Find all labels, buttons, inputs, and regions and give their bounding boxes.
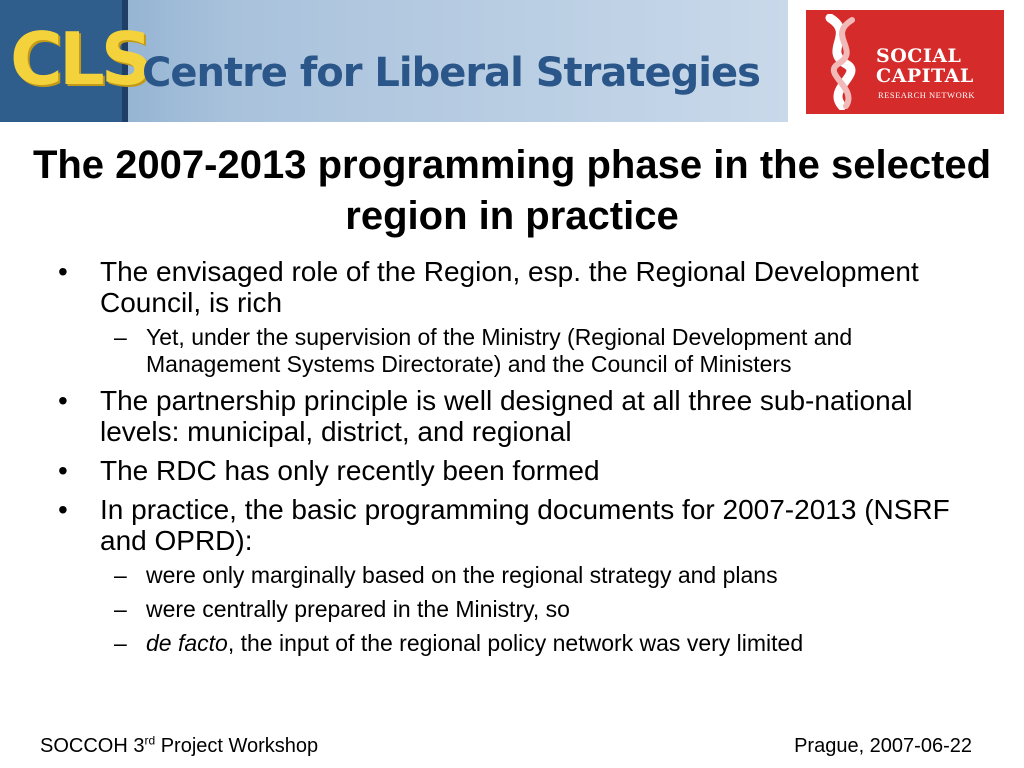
social-capital-name xyxy=(876,46,974,86)
bullet-list xyxy=(58,256,978,664)
slide-title: The 2007-2013 programming phase in the selected region in practice xyxy=(32,143,992,238)
sub-bullet-item: – were only marginally based on the regional strategy and plans xyxy=(58,562,978,589)
cls-logo xyxy=(0,0,149,122)
de-facto-italic: de facto xyxy=(146,630,228,656)
cls-banner xyxy=(0,0,788,122)
social-capital-line2: CAPITAL xyxy=(876,65,974,87)
footer-event-suffix: Project Workshop xyxy=(155,735,319,757)
sub-bullet-item: – Yet, under the supervision of the Ministry (Regional Development and Management Systems Directorate) and the Council of Ministers xyxy=(58,324,978,378)
social-capital-logo xyxy=(806,10,1004,114)
footer-event-prefix: SOCCOH 3 xyxy=(40,735,145,757)
footer-event xyxy=(40,733,318,759)
sub-bullet-rest: , the input of the regional policy network was very limited xyxy=(227,630,804,656)
social-capital-line1: SOCIAL xyxy=(876,45,962,67)
sub-bullet-item xyxy=(58,630,978,657)
bullet-item: • The partnership principle is well designed at all three sub-national levels: municipal, district, and regional xyxy=(58,385,978,447)
footer-event-sup: rd xyxy=(144,733,156,748)
footer-place-date: Prague, 2007-06-22 xyxy=(794,735,972,757)
social-capital-helix-icon xyxy=(816,14,870,110)
bullet-item: • The envisaged role of the Region, esp. the Regional Development Council, is rich xyxy=(58,256,978,318)
bullet-item: • The RDC has only recently been formed xyxy=(58,455,978,486)
cls-logo-text: CLS xyxy=(10,17,149,101)
social-capital-subtitle: RESEARCH NETWORK xyxy=(878,90,976,100)
cls-organization-name: Centre for Liberal Strategies xyxy=(142,50,760,96)
bullet-item: • In practice, the basic programming documents for 2007-2013 (NSRF and OPRD): xyxy=(58,494,978,556)
sub-bullet-item: – were centrally prepared in the Ministry, so xyxy=(58,596,978,623)
